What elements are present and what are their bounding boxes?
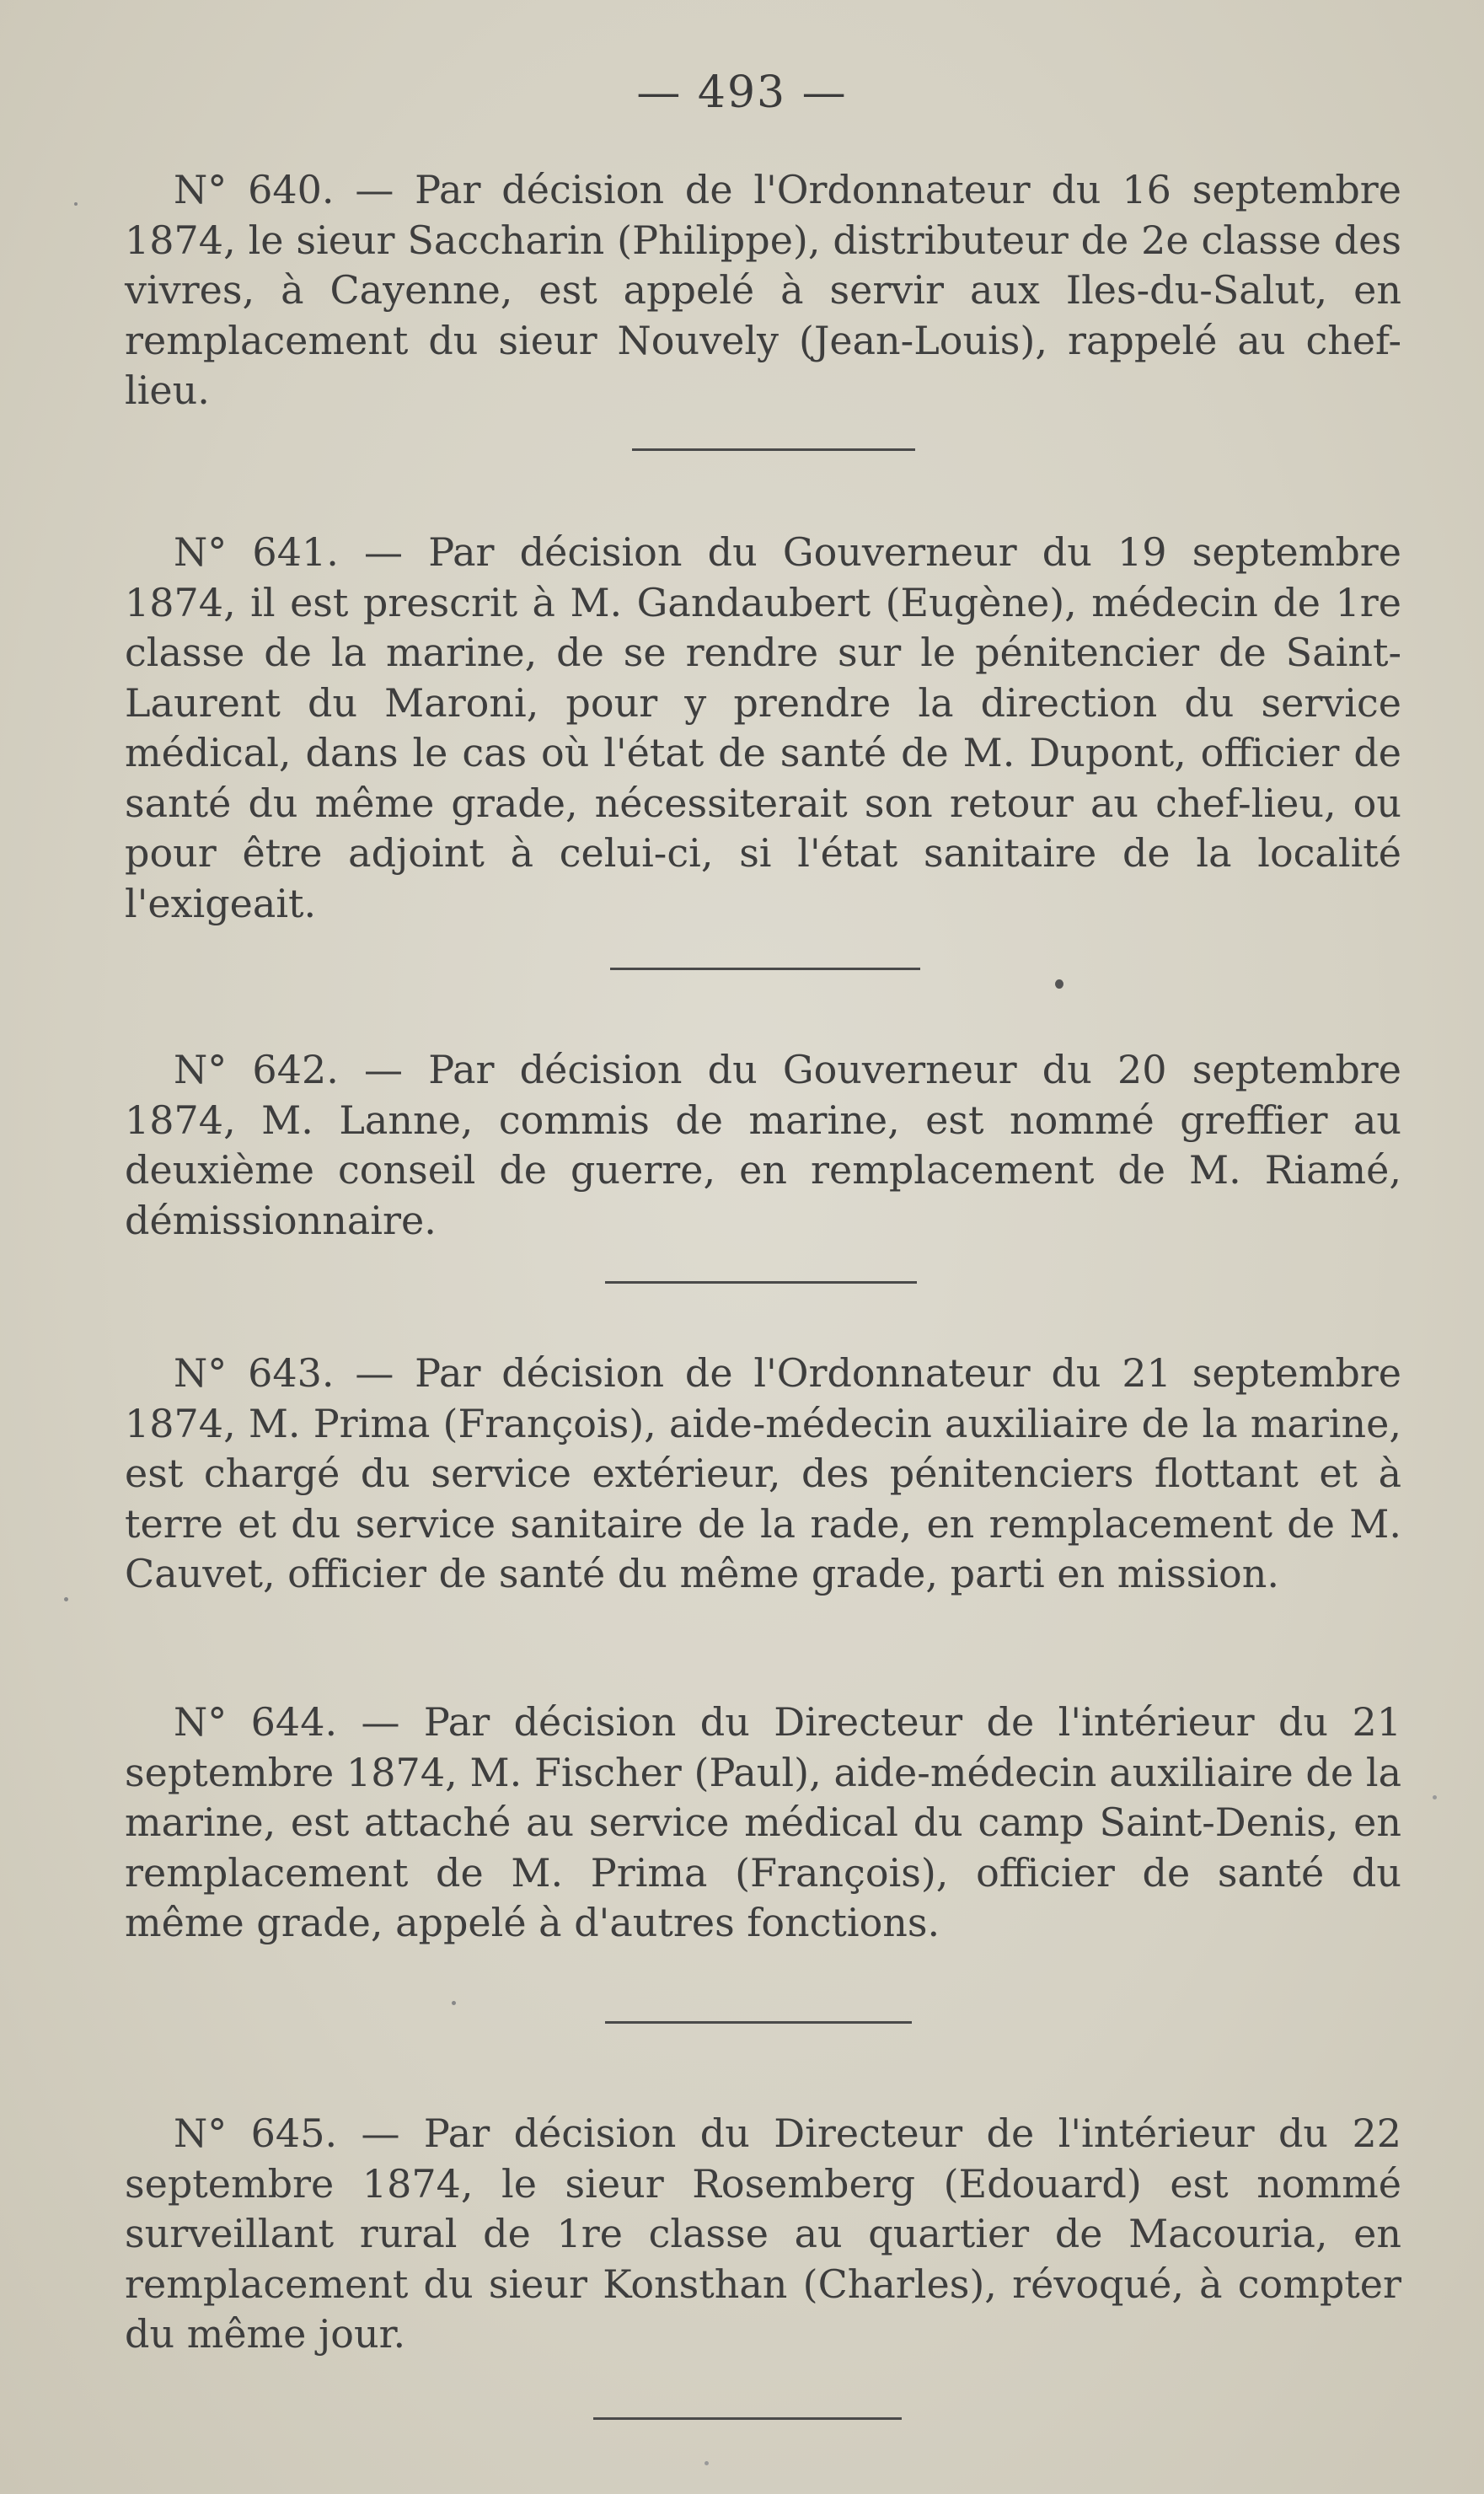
entry-text: N° 645. — Par décision du Directeur de l'intérieur du 22 septembre 1874, le sieur Rosemberg (Edouard) est nommé surveillant rural de 1re classe au quartier de Macouria, en remplacement du sieur Konsthan (Charles), révoqué, à compter du même jour. — [125, 2111, 1401, 2357]
separator-rule — [632, 448, 915, 451]
entry-644 — [125, 1698, 1401, 1949]
entry-640 — [125, 165, 1401, 416]
entry-text: N° 641. — Par décision du Gouverneur du 19 septembre 1874, il est prescrit à M. Gandaubert (Eugène), médecin de 1re classe de la marine, de se rendre sur le pénitencier de Saint-Laurent du Maroni, pour y prendre la direction du service médical, dans le cas où l'état de santé de M. Dupont, officier de santé du même grade, nécessiterait son retour au chef-lieu, ou pour être adjoint à celui-ci, si l'état sanitaire de la localité l'exigeait. — [125, 529, 1401, 926]
separator-rule — [605, 1281, 917, 1284]
entry-text: N° 640. — Par décision de l'Ordonnateur du 16 septembre 1874, le sieur Saccharin (Philippe), distributeur de 2e classe des vivres, à Cayenne, est appelé à servir aux Iles-du-Salut, en remplacement du sieur Nouvely (Jean-Louis), rappelé au chef-lieu. — [125, 167, 1401, 413]
ink-speck — [1055, 979, 1063, 989]
entry-text: N° 642. — Par décision du Gouverneur du 20 septembre 1874, M. Lanne, commis de marine, est nommé greffier au deuxième conseil de guerre, en remplacement de M. Riamé, démissionnaire. — [125, 1047, 1401, 1243]
ink-speck — [74, 202, 78, 206]
entry-642 — [125, 1045, 1401, 1246]
ink-speck — [64, 1597, 68, 1601]
entry-text: N° 644. — Par décision du Directeur de l'intérieur du 21 septembre 1874, M. Fischer (Paul), aide-médecin auxiliaire de la marine, est attaché au service médical du camp Saint-Denis, en remplacement de M. Prima (François), officier de santé du même grade, appelé à d'autres fonctions. — [125, 1699, 1401, 1945]
separator-rule — [610, 968, 920, 970]
ink-speck — [452, 2001, 456, 2005]
separator-rule — [605, 2021, 912, 2024]
entry-text: N° 643. — Par décision de l'Ordonnateur du 21 septembre 1874, M. Prima (François), aide-médecin auxiliaire de la marine, est chargé du service extérieur, des pénitenciers flottant et à terre et du service sanitaire de la rade, en remplacement de M. Cauvet, officier de santé du même grade, parti en mission. — [125, 1350, 1401, 1596]
ink-speck — [1433, 1795, 1437, 1799]
ink-speck — [704, 2461, 709, 2465]
page-number: — 493 — — [636, 67, 848, 118]
entry-645 — [125, 2109, 1401, 2360]
separator-rule — [593, 2417, 902, 2420]
entry-641 — [125, 528, 1401, 929]
entry-643 — [125, 1349, 1401, 1600]
